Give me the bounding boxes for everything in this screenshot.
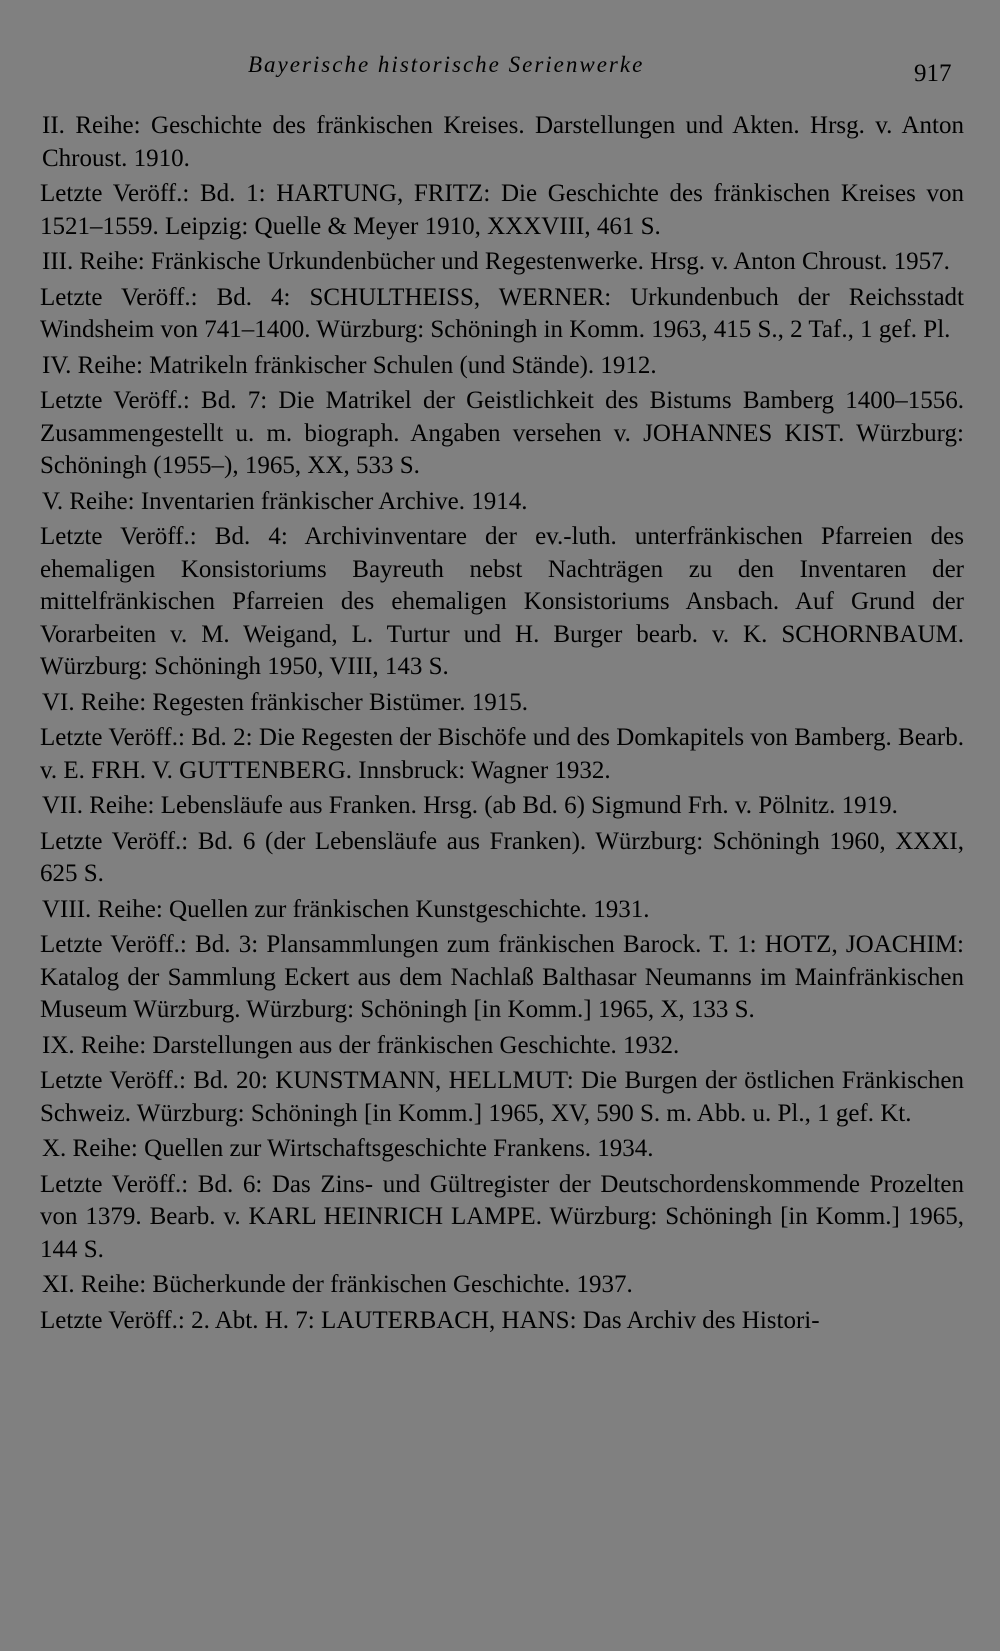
series-entry: V. Reihe: Inventarien fränkischer Archive. 1914. [42, 487, 528, 515]
last-publication-entry: Letzte Veröff.: Bd. 2: Die Regesten der Bischöfe und des Domkapitels von Bamberg. Bearb. v. E. FRH. V. GUTTENBERG. Innsbruck: Wagner 1932. [40, 724, 964, 784]
series-entry: XI. Reihe: Bücherkunde der fränkischen Geschichte. 1937. [42, 1271, 633, 1298]
last-publication-entry: Letzte Veröff.: Bd. 4: Archivinventare der ev.-luth. unterfränkischen Pfarreien des ehemaligen Konsistoriums Bayreuth nebst Nachträgen zu den Inventaren der mittelfränkischen Pfarreien des ehemaligen Konsistoriums Ansbach. Auf Grund der Vorarbeiten v. M. Weigand, L. Turtur und H. Burger bearb. v. K. SCHORNBAUM. Würzburg: Schöningh 1950, VIII, 143 S. [40, 523, 964, 680]
last-publication-entry: Letzte Veröff.: 2. Abt. H. 7: LAUTERBACH, HANS: Das Archiv des Histori- [40, 1306, 820, 1334]
series-entry: VI. Reihe: Regesten fränkischer Bistümer. 1915. [42, 688, 528, 716]
last-publication-entry: Letzte Veröff.: Bd. 3: Plansammlungen zum fränkischen Barock. T. 1: HOTZ, JOACHIM: Katalog der Sammlung Eckert aus dem Nachlaß Balthasar Neumanns im Mainfränkischen Museum Würzburg. Würzburg: Schöningh [in Komm.] 1965, X, 133 S. [40, 931, 964, 1023]
series-entry: IX. Reihe: Darstellungen aus der fränkischen Geschichte. 1932. [42, 1031, 680, 1059]
series-entry: VII. Reihe: Lebensläufe aus Franken. Hrsg. (ab Bd. 6) Sigmund Frh. v. Pölnitz. 1919. [42, 792, 898, 819]
series-entry: IV. Reihe: Matrikeln fränkischer Schulen (und Stände). 1912. [42, 351, 657, 379]
series-entry: III. Reihe: Fränkische Urkundenbücher und Regestenwerke. Hrsg. v. Anton Chroust. 1957. [42, 248, 950, 275]
last-publication-entry: Letzte Veröff.: Bd. 1: HARTUNG, FRITZ: Die Geschichte des fränkischen Kreises von 1521–1559. Leipzig: Quelle & Meyer 1910, XXXVIII, 461 S. [40, 180, 964, 240]
last-publication-entry: Letzte Veröff.: Bd. 6 (der Lebensläufe aus Franken). Würzburg: Schöningh 1960, XXXI, 625 S. [40, 827, 964, 887]
page-number: 917 [914, 60, 952, 87]
series-entry: VIII. Reihe: Quellen zur fränkischen Kunstgeschichte. 1931. [42, 895, 650, 923]
body-text [24, 110, 964, 1340]
last-publication-entry: Letzte Veröff.: Bd. 6: Das Zins- und Gültregister der Deutschordenskommende Prozelten von 1379. Bearb. v. KARL HEINRICH LAMPE. Würzburg: Schöningh [in Komm.] 1965, 144 S. [40, 1170, 964, 1263]
series-entry: X. Reihe: Quellen zur Wirtschaftsgeschichte Frankens. 1934. [42, 1135, 654, 1162]
running-header-title: Bayerische historische Serienwerke [248, 52, 645, 77]
last-publication-entry: Letzte Veröff.: Bd. 20: KUNSTMANN, HELLMUT: Die Burgen der östlichen Fränkischen Schweiz. Würzburg: Schöningh [in Komm.] 1965, XV, 590 S. m. Abb. u. Pl., 1 gef. Kt. [40, 1067, 964, 1127]
series-entry: II. Reihe: Geschichte des fränkischen Kreises. Darstellungen und Akten. Hrsg. v. Anton Chroust. 1910. [42, 112, 964, 172]
last-publication-entry: Letzte Veröff.: Bd. 7: Die Matrikel der Geistlichkeit des Bistums Bamberg 1400–1556. Zusammengestellt u. m. biograph. Angaben versehen v. JOHANNES KIST. Würzburg: Schöningh (1955–), 1965, XX, 533 S. [40, 387, 964, 479]
last-publication-entry: Letzte Veröff.: Bd. 4: SCHULTHEISS, WERNER: Urkundenbuch der Reichsstadt Windsheim von 741–1400. Würzburg: Schöningh in Komm. 1963, 415 S., 2 Taf., 1 gef. Pl. [40, 283, 964, 343]
